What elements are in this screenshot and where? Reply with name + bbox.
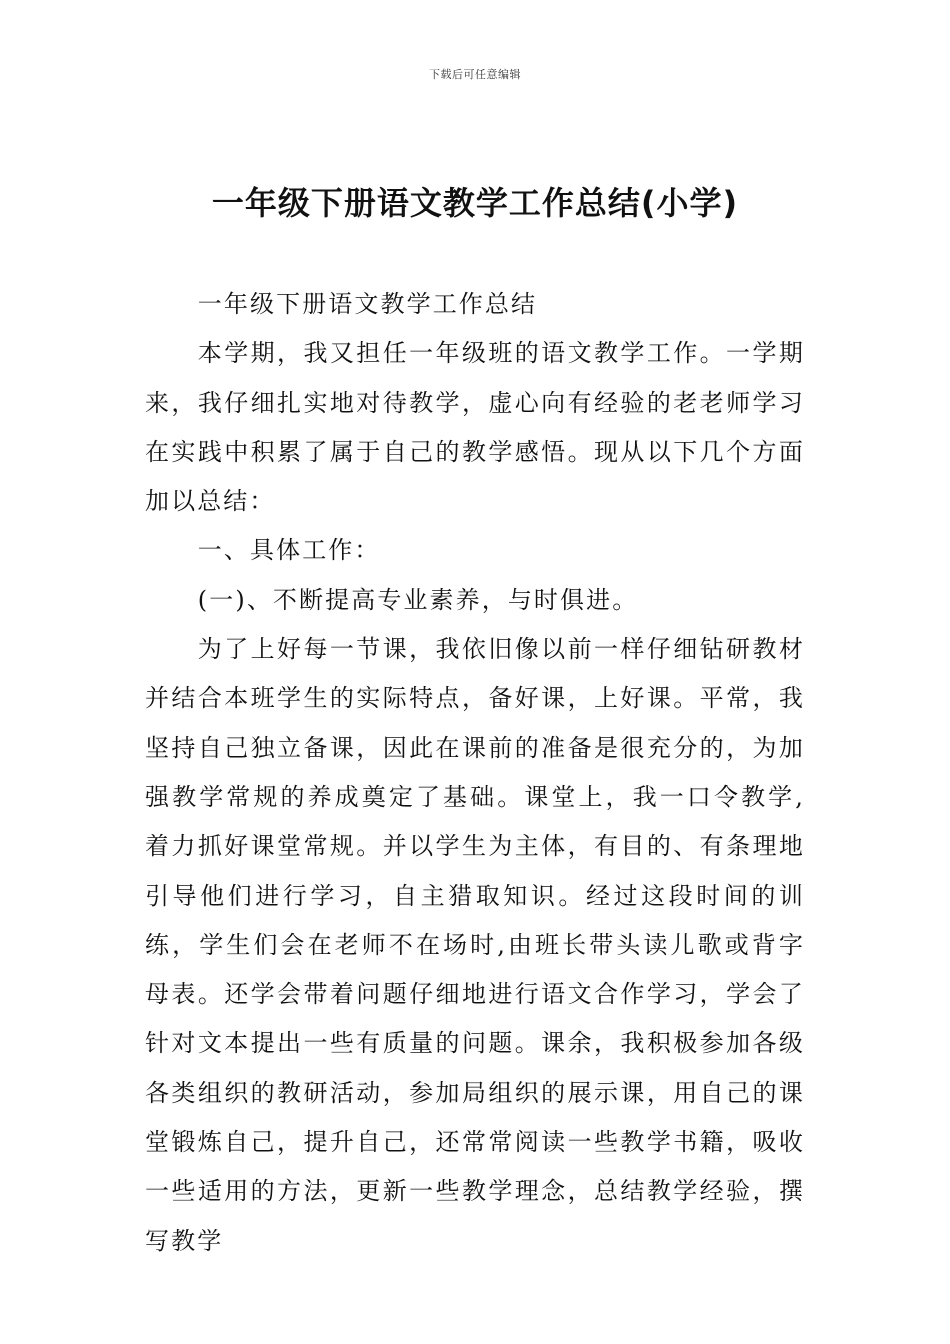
section-heading: 一、具体工作：	[197, 536, 381, 565]
paragraph-body: 为了上好每一节课，我依旧像以前一样仔细钻研教材并结合本班学生的实际特点，备好课，上好课。平常，我坚持自己独立备课，因此在课前的准备是很充分的，为加强教学常规的养成奠定了基础。课堂上，我一口令教学,着力抓好课堂常规。并以学生为主体，有目的、有条理地引导他们进行学习，自主猎取知识。经过这段时间的训练，学生们会在老师不在场时,由班长带头读儿歌或背字母表。还学会带着问题仔细地进行语文合作学习，学会了针对文本提出一些有质量的问题。课余，我积极参加各级各类组织的教研活动，参加局组织的展示课，用自己的课堂锻炼自己，提升自己，还常常阅读一些教学书籍，吸收一些适用的方法，更新一些教学理念，总结教学经验，撰写教学	[145, 635, 805, 1255]
header-note: 下载后可任意编辑	[429, 68, 521, 81]
document-body	[145, 280, 805, 1266]
subsection-heading: (一)、不断提高专业素养，与时俱进。	[197, 585, 639, 614]
paragraph-intro: 本学期，我又担任一年级班的语文教学工作。一学期来，我仔细扎实地对待教学，虚心向有经验的老老师学习在实践中积累了属于自己的教学感悟。现从以下几个方面加以总结：	[145, 339, 805, 516]
paragraph-subtitle: 一年级下册语文教学工作总结	[197, 290, 538, 318]
document-title: 一年级下册语文教学工作总结(小学)	[211, 184, 739, 222]
